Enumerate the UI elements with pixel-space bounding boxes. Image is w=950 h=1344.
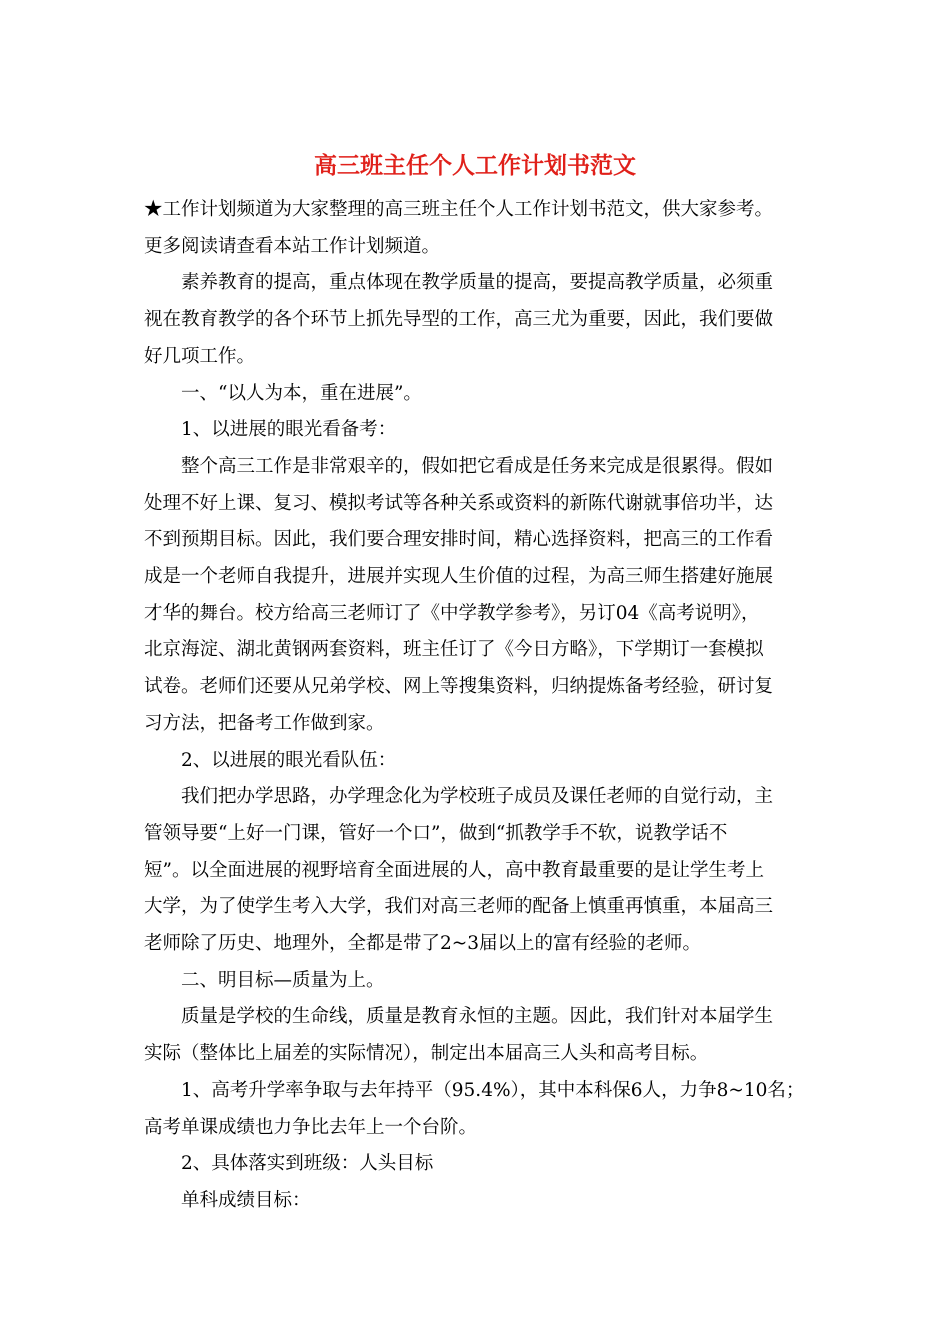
text-line: 老师除了历史、地理外，全都是带了2~3届以上的富有经验的老师。: [144, 933, 702, 955]
text-line: 北京海淀、湖北黄钢两套资料，班主任订了《今日方略》，下学期订一套模拟: [144, 639, 764, 661]
text-line: 高考单课成绩也力争比去年上一个台阶。: [144, 1116, 478, 1138]
text-line: 视在教育教学的各个环节上抓先导型的工作，高三尤为重要，因此，我们要做: [144, 309, 774, 331]
text-line: 试卷。老师们还要从兄弟学校、网上等搜集资料，归纳提炼备考经验，研讨复: [144, 676, 774, 698]
text-line: 更多阅读请查看本站工作计划频道。: [144, 235, 441, 257]
text-line: 一、“以人为本，重在进展”。: [181, 382, 422, 404]
text-line: 二、明目标—质量为上。: [181, 969, 385, 991]
text-line: 成是一个老师自我提升，进展并实现人生价值的过程，为高三师生搭建好施展: [144, 566, 774, 588]
text-line: 1、以进展的眼光看备考：: [181, 419, 397, 441]
text-line: 好几项工作。: [144, 345, 256, 367]
text-line: 整个高三工作是非常艰辛的，假如把它看成是任务来完成是很累得。假如: [181, 455, 774, 477]
text-line: 不到预期目标。因此，我们要合理安排时间，精心选择资料，把高三的工作看: [144, 529, 774, 551]
text-line: 2、具体落实到班级：人头目标: [181, 1153, 434, 1175]
document-title: 高三班主任个人工作计划书范文: [314, 152, 636, 179]
text-line: 处理不好上课、复习、模拟考试等各种关系或资料的新陈代谢就事倍功半，达: [144, 492, 774, 514]
text-line: 才华的舞台。校方给高三老师订了《中学教学参考》，另订04《高考说明》，: [144, 602, 760, 624]
text-line: 质量是学校的生命线，质量是教育永恒的主题。因此，我们针对本届学生: [181, 1006, 774, 1028]
text-line: 管领导要“上好一门课，管好一个口”，做到“抓教学手不软，说教学话不: [144, 822, 728, 844]
text-line: 我们把办学思路，办学理念化为学校班子成员及课任老师的自觉行动，主: [181, 786, 774, 808]
text-line: 大学，为了使学生考入大学，我们对高三老师的配备上慎重再慎重，本届高三: [144, 896, 774, 918]
text-line: 短”。以全面进展的视野培育全面进展的人，高中教育最重要的是让学生考上: [144, 859, 764, 881]
text-line: 1、高考升学率争取与去年持平（95.4%），其中本科保6人，力争8~10名；: [181, 1079, 805, 1101]
text-line: ★工作计划频道为大家整理的高三班主任个人工作计划书范文，供大家参考。: [144, 199, 774, 220]
document-body: [144, 192, 804, 1220]
text-line: 素养教育的提高，重点体现在教学质量的提高，要提高教学质量，必须重: [181, 272, 774, 294]
text-line: 单科成绩目标：: [181, 1189, 311, 1211]
text-line: 2、以进展的眼光看队伍：: [181, 749, 397, 771]
text-line: 习方法，把备考工作做到家。: [144, 712, 385, 734]
text-line: 实际（整体比上届差的实际情况），制定出本届高三人头和高考目标。: [144, 1043, 709, 1065]
